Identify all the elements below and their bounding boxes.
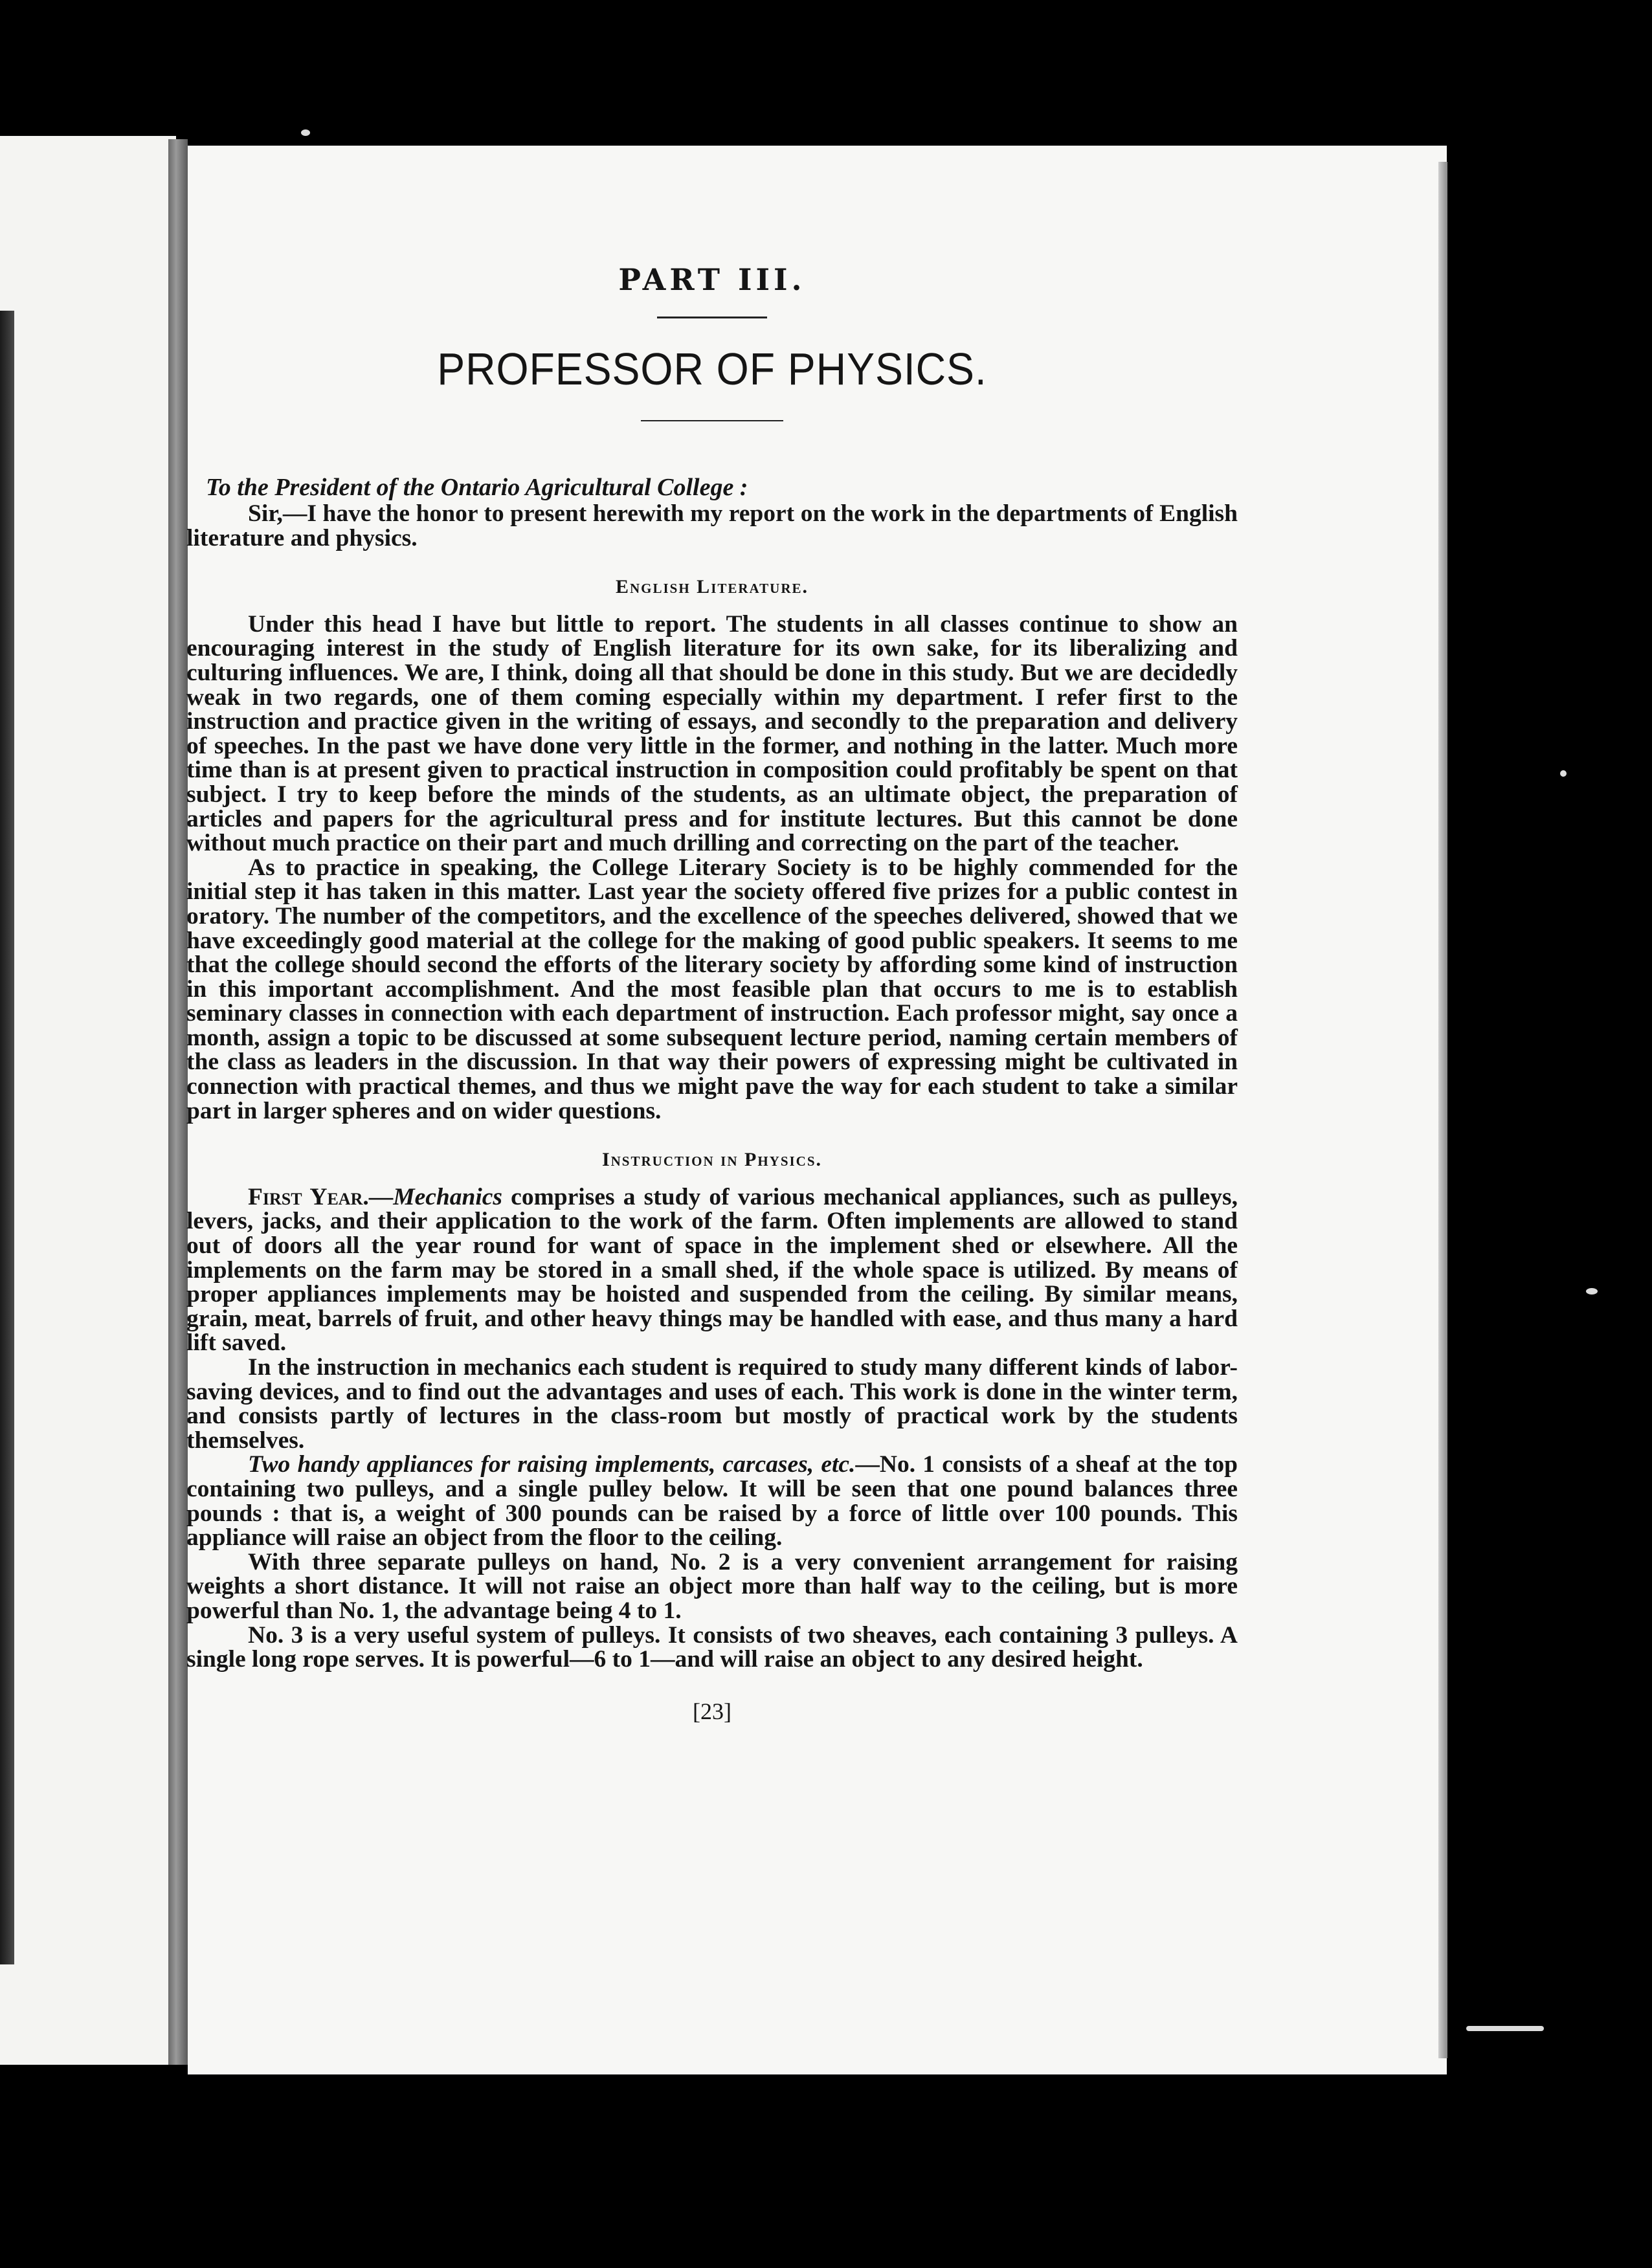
dust-speck xyxy=(301,129,310,136)
dust-speck xyxy=(1560,770,1567,777)
physics-paragraph-3 xyxy=(186,1452,1238,1550)
appliances-label: Two handy appliances for raising implements, carcases, etc. xyxy=(248,1451,856,1478)
divider-rule xyxy=(657,317,767,318)
page-title: PROFESSOR OF PHYSICS. xyxy=(437,344,987,394)
facing-page-edge xyxy=(0,136,176,2065)
salutation: To the President of the Ontario Agricultural College : xyxy=(206,474,748,501)
book-spine xyxy=(168,139,188,2065)
physics-paragraph-1 xyxy=(186,1185,1238,1355)
first-year-label: First Year. xyxy=(248,1183,369,1210)
physics-paragraph-4: With three separate pulleys on hand, No. 2 is a very convenient arrangement for raising weights a short distance. It will not raise an object more than half way to the ceiling, but is more powerful than No. 1, the advantage being 4 to 1. xyxy=(186,1548,1238,1624)
facing-page-dark-strip-bottom xyxy=(0,1188,14,1964)
english-paragraph-2: As to practice in speaking, the College Literary Society is to be highly commended for the initial step it has taken in this matter. Last year the society offered five prizes for a public contest in oratory. The number of the competitors, and the excellence of the speeches delivered, showed that we have exceedingly good material at the college for the making of good public speakers. It seems to me that the college should second the efforts of the literary society by affording some kind of instruction in this important accomplishment. And the most feasible plan that occurs to me is to establish seminary classes in connection with each department of instruction. Each professor might, say once a month, assign a topic to be discussed at some subsequent lecture period, naming certain members of the class as leaders in the discussion. In that way their powers of expressing might be cultivated in connection with practical themes, and thus we might pave the way for each student to take a similar part in larger spheres and on wider questions. xyxy=(186,854,1238,1124)
page-number: [23] xyxy=(693,1698,731,1724)
section-heading-english-literature: English Literature. xyxy=(615,576,809,598)
section-heading-physics: Instruction in Physics. xyxy=(601,1149,823,1171)
physics-paragraph-1-text: comprises a study of various mechanical appliances, such as pulleys, levers, jacks, and their application to the work of the farm. Often implements are allowed to stand out of doors all the year round for want of space in the implement shed or elsewhere. All the implements on the farm may be stored in a small shed, if the whole space is utilized. By means of proper appliances implements may be hoisted and suspended from the ceiling. By similar means, grain, meat, barrels of fruit, and other heavy things may be handled with ease, and thus many a hard lift saved. xyxy=(186,1183,1238,1357)
page-text xyxy=(186,256,1238,1725)
dust-speck xyxy=(1586,1288,1598,1295)
page-edge-shadow xyxy=(1438,162,1447,2058)
opening-paragraph: Sir,—I have the honor to present herewith my report on the work in the departments of English literature and physics. xyxy=(186,500,1238,551)
physics-paragraph-3-text: —No. 1 consists of a sheaf at the top containing two pulleys, and a single pulley below. It will be seen that one pound balances three pounds : that is, a weight of 300 pounds can be raised by a force of little over 100 pounds. This appliance will raise an object from the floor to the ceiling. xyxy=(186,1451,1238,1551)
physics-paragraph-5: No. 3 is a very useful system of pulleys. It consists of two sheaves, each containing 3 pulleys. A single long rope serves. It is powerful—6 to 1—and will raise an object to any desired height. xyxy=(186,1621,1238,1673)
divider-rule xyxy=(641,420,783,421)
physics-paragraph-2: In the instruction in mechanics each student is required to study many different kinds of labor-saving devices, and to find out the advantages and uses of each. This work is done in the winter term, and consists partly of lectures in the class-room but mostly of practical work by the students themselves. xyxy=(186,1354,1238,1454)
dust-speck xyxy=(1466,2026,1544,2031)
em-dash: — xyxy=(368,1183,394,1210)
report-body xyxy=(186,502,1238,1672)
part-heading: PART III. xyxy=(618,262,806,297)
english-paragraph-1: Under this head I have but little to report. The students in all classes continue to show an encouraging interest in the study of English literature for its own sake, for its liberalizing and culturing influences. We are, I think, doing all that should be done in this study. But we are decidedly weak in two regards, one of them coming especially within my department. I refer first to the instruction and practice given in the writing of essays, and secondly to the preparation and delivery of speeches. In the past we have done very little in the former, and nothing in the latter. Much more time than is at present given to practical instruction in composition could profitably be spent on that subject. I try to keep before the minds of the students, as an ultimate object, the preparation of articles and papers for the agricultural press and for institute lectures. But this cannot be done without much practice on their part and much drilling and correcting on the part of the teacher. xyxy=(186,610,1238,857)
mechanics-label: Mechanics xyxy=(393,1183,502,1210)
